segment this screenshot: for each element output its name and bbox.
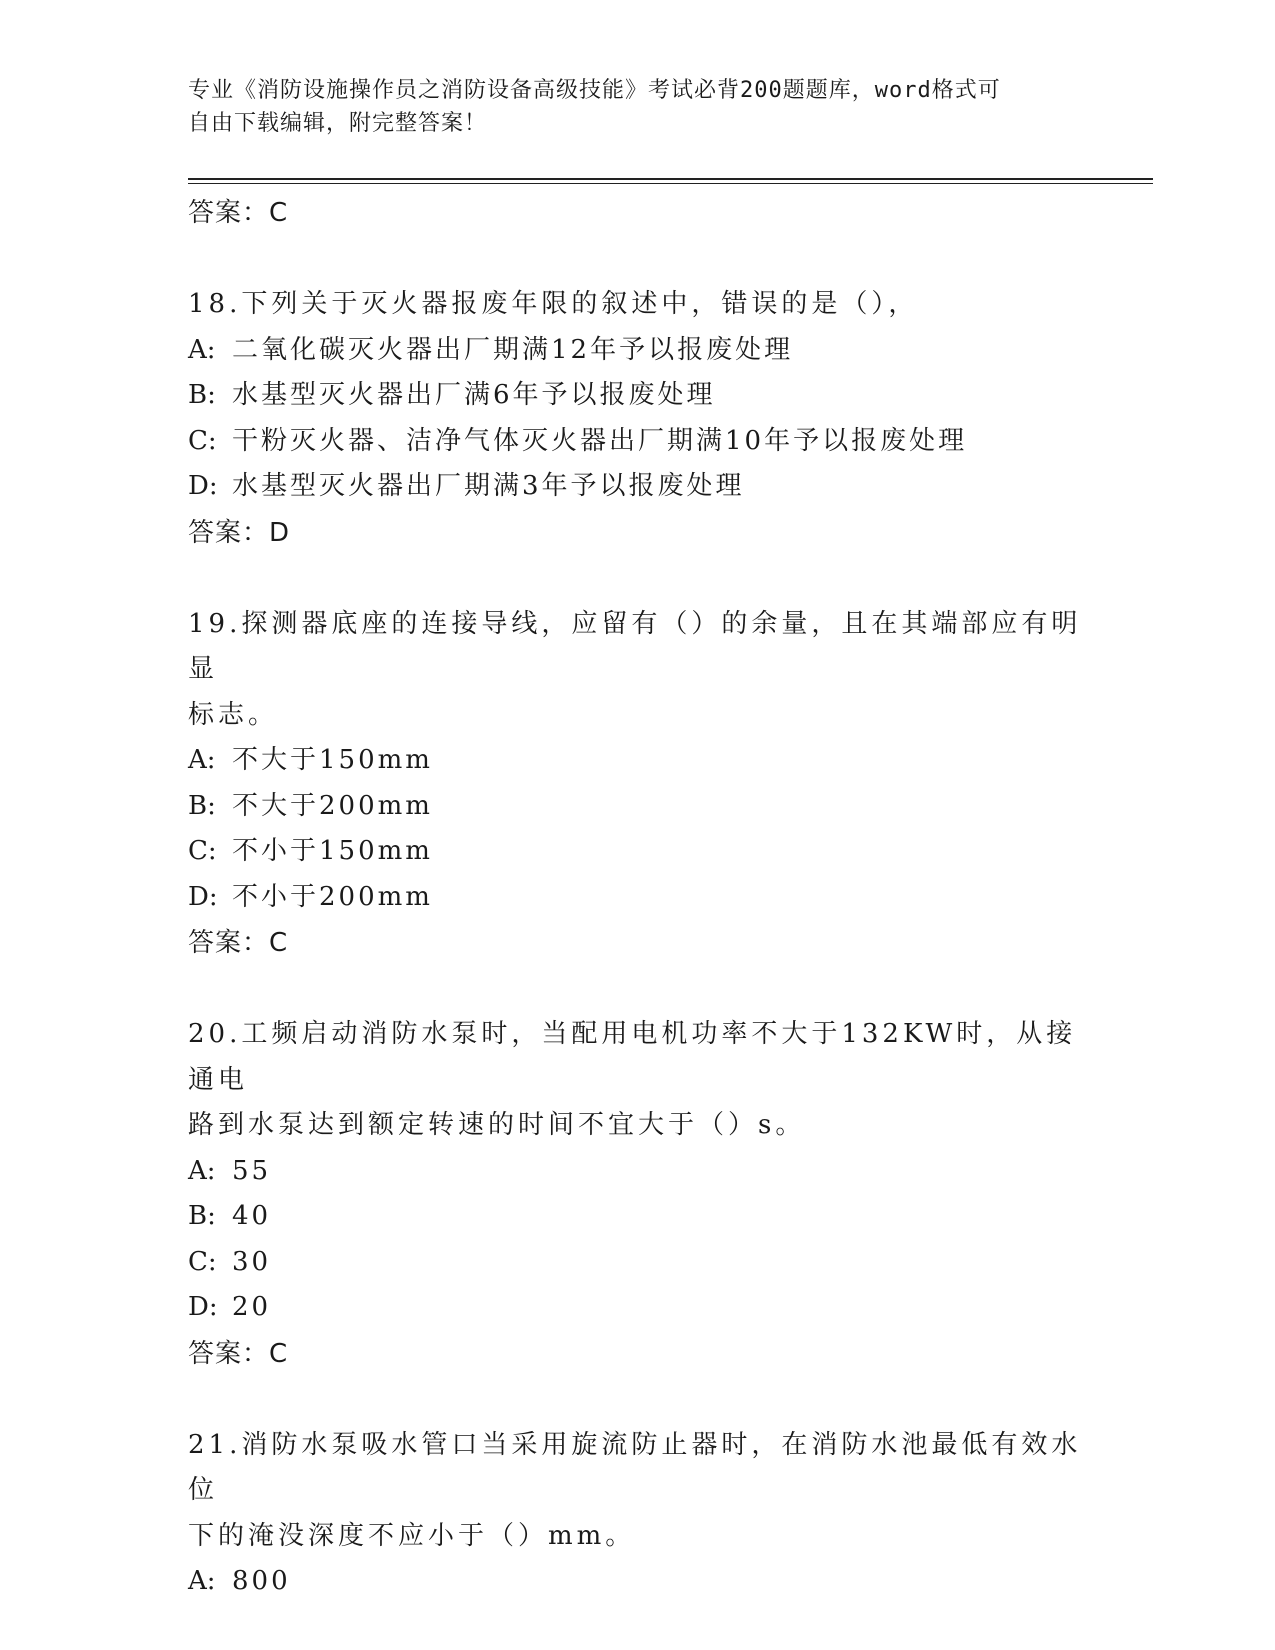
- option-label: B:: [188, 1201, 216, 1231]
- header-divider-thin: [188, 183, 1153, 184]
- option-label: D:: [188, 1292, 218, 1322]
- answer-line: 答案：C: [188, 198, 289, 228]
- option-c: [188, 419, 1088, 465]
- header-line-1: 专业《消防设施操作员之消防设备高级技能》考试必背200题题库，word格式可: [188, 78, 1001, 103]
- option-label: D:: [188, 881, 218, 912]
- option-a: [188, 1149, 1088, 1195]
- option-label: B:: [188, 380, 216, 410]
- question-text: 20.工频启动消防水泵时，当配用电机功率不大于132KW时，从接通电: [188, 1019, 1077, 1095]
- option-label: A:: [188, 1566, 216, 1596]
- option-text: 800: [232, 1566, 291, 1596]
- spacer: [188, 966, 1088, 1012]
- question-text-continued: 标志。: [188, 699, 279, 730]
- option-label: B:: [188, 790, 216, 821]
- option-label: D:: [188, 471, 218, 501]
- option-c: [188, 1240, 1088, 1286]
- option-text: 水基型灭火器出厂满6年予以报废处理: [232, 380, 716, 410]
- option-text: 40: [232, 1201, 272, 1231]
- option-label: C:: [188, 1246, 217, 1277]
- spacer: [188, 1377, 1088, 1423]
- option-label: A:: [188, 745, 216, 775]
- option-d: [188, 875, 1088, 921]
- question-text: 19.探测器底座的连接导线，应留有（）的余量，且在其端部应有明显: [188, 608, 1082, 684]
- option-label: C:: [188, 836, 217, 866]
- question-block: [188, 282, 1088, 556]
- question-block: [188, 602, 1088, 967]
- option-text: 不小于150mm: [232, 836, 433, 866]
- question-text: 21.消防水泵吸水管口当采用旋流防止器时，在消防水池最低有效水位: [188, 1429, 1082, 1505]
- option-text: 55: [232, 1155, 272, 1186]
- question-text: 18.下列关于灭火器报废年限的叙述中，错误的是（），: [188, 289, 919, 319]
- option-text: 不大于150mm: [232, 745, 433, 775]
- question-text-continued: 下的淹没深度不应小于（）mm。: [188, 1520, 636, 1551]
- header-line-2: 自由下载编辑，附完整答案！: [188, 111, 488, 136]
- option-label: A:: [188, 334, 216, 365]
- option-label: C:: [188, 425, 217, 456]
- option-d: [188, 464, 1088, 510]
- document-header: [188, 74, 1088, 140]
- question-block: [188, 1423, 1088, 1605]
- option-a: [188, 328, 1088, 374]
- option-b: [188, 1194, 1088, 1240]
- spacer: [188, 236, 1088, 282]
- option-text: 不小于200mm: [232, 881, 433, 912]
- option-text: 不大于200mm: [232, 790, 433, 821]
- option-text: 二氧化碳灭火器出厂期满12年予以报废处理: [232, 334, 794, 365]
- answer-line: 答案：C: [188, 1338, 289, 1369]
- option-b: [188, 373, 1088, 419]
- question-text-continued: 路到水泵达到额定转速的时间不宜大于（）s。: [188, 1110, 806, 1140]
- option-a: [188, 1559, 1088, 1605]
- spacer: [188, 556, 1088, 602]
- option-text: 水基型灭火器出厂期满3年予以报废处理: [232, 471, 745, 501]
- option-text: 干粉灭火器、洁净气体灭火器出厂期满10年予以报废处理: [232, 425, 968, 456]
- option-a: [188, 738, 1088, 784]
- option-d: [188, 1285, 1088, 1331]
- option-c: [188, 829, 1088, 875]
- answer-line: 答案：C: [188, 928, 289, 958]
- option-text: 30: [232, 1246, 272, 1277]
- header-divider-thick: [188, 178, 1153, 180]
- option-b: [188, 784, 1088, 830]
- option-text: 20: [232, 1292, 272, 1322]
- question-block: [188, 1012, 1088, 1377]
- option-label: A:: [188, 1155, 216, 1186]
- answer-line: 答案：D: [188, 517, 291, 548]
- question-list: [188, 190, 1088, 1605]
